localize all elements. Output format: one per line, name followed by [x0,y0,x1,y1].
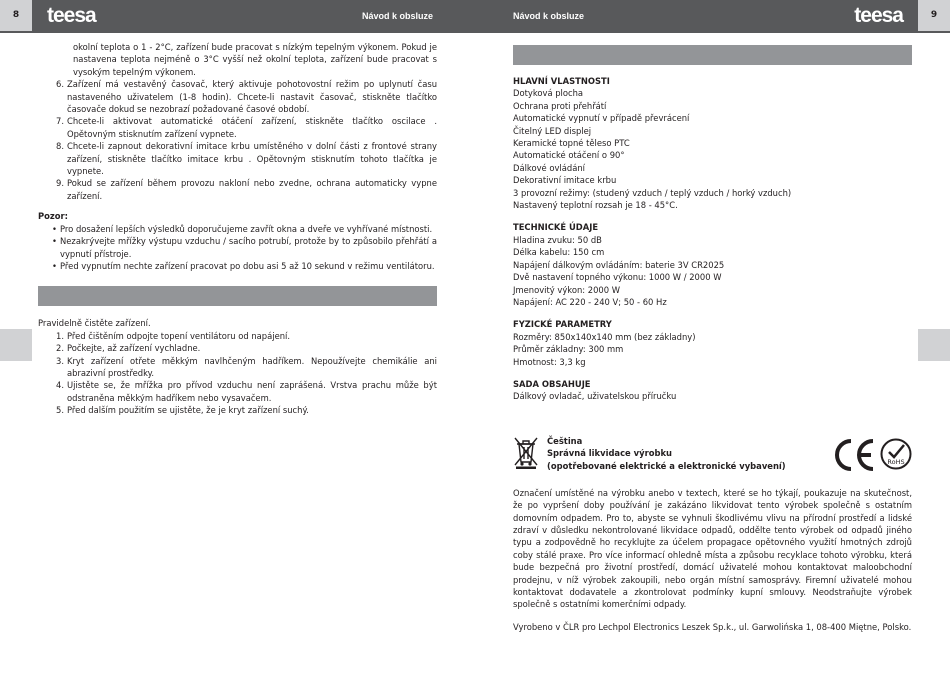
rohs-icon [880,438,912,470]
list-item: • Pro dosažení lepších výsledků doporučujeme zavřít okna a dveře ve vyhřívané místnosti. [38,223,437,235]
crossed-bin-icon [513,435,539,469]
list-item: 3. Kryt zařízení otřete měkkým navlhčeným hadříkem. Nepoužívejte chemikálie ani abrazivní prostředky. [56,355,437,378]
list-item: Průměr základny: 300 mm [513,344,624,355]
disposal-block [513,435,912,475]
list-item: Hladina zvuku: 50 dB [513,234,602,245]
disposal-title: Správná likvidace výrobku [547,448,672,459]
list-item: Keramické topné těleso PTC [513,138,630,149]
cleaning-steps [38,330,437,417]
section-bar [38,286,437,306]
list-item: Hmotnost: 3,3 kg [513,356,586,367]
left-column [38,41,437,417]
instruction-steps [38,78,437,202]
warning-title: Pozor: [38,211,68,222]
rohs-label: RoHS [887,457,905,466]
list-item: Automatické vypnutí v případě převrácení [513,113,690,124]
disposal-heading [547,435,786,472]
list-item: 1. Před čištěním odpojte topení ventilátoru od napájení. [56,330,291,341]
list-item: Rozměry: 850x140x140 mm (bez základny) [513,331,696,342]
physical-list [513,331,912,368]
list-item: Napájení dálkovým ovládáním: baterie 3V CR2025 [513,259,725,270]
section-title: SADA OBSAHUJE [513,378,591,389]
continued-text: okolní teplota o 1 - 2°C, zařízení bude pracovat s nízkým tepelným výkonem. Pokud je nastavena teplota nejméně o 3°C vyšší než okolní teplota, zařízení bude pracovat s vysokým tepelným výkonem. [73,42,437,77]
language-label: Čeština [547,435,583,446]
header-title: Návod k obsluze [513,11,585,21]
ce-mark-icon [831,438,877,472]
list-item: Dálkový ovladač, uživatelskou příručku [513,391,677,402]
header-title: Návod k obsluze [362,11,434,21]
section-title: FYZICKÉ PARAMETRY [513,319,612,330]
list-item: • Nezakrývejte mřížky výstupu vzduchu / sacího potrubí, protože by to způsobilo přehřátí a vypnutí přístroje. [38,235,437,260]
list-item: 6. Zařízení má vestavěný časovač, který aktivuje pohotovostní režim po uplynutí času nastaveného uživatelem (1-8 hodin). Chcete-li nastavit časovač, stiskněte tlačítko časovače dokud se nezobrazí požadované časové období. [56,79,437,115]
list-item: Dotyková plocha [513,88,584,99]
list-item: Nastavený teplotní rozsah je 18 - 45°C. [513,200,678,211]
page-number: 8 [0,0,32,31]
list-item: Dálkové ovládání [513,162,585,173]
disposal-subtitle: (opotřebované elektrické a elektronické vybavení) [547,460,786,471]
side-tab [0,329,32,361]
side-tab [918,329,950,361]
teesa-logo: teesa [854,4,903,27]
cleaning-intro: Pravidelně čistěte zařízení. [38,318,151,329]
list-item: 9. Pokud se zařízení během provozu nakloní nebo zvedne, ochrana automaticky vypne zařízení. [56,178,437,201]
features-list [513,87,912,211]
section-title: TECHNICKÉ ÚDAJE [513,222,599,233]
list-item: 2. Počkejte, až zařízení vychladne. [56,343,201,354]
header-left [0,0,475,33]
list-item: Čitelný LED displej [513,125,592,136]
list-item: Dvě nastavení topného výkonu: 1000 W / 2000 W [513,272,722,283]
list-item: Napájení: AC 220 - 240 V; 50 - 60 Hz [513,296,667,307]
manufacturer-info: Vyrobeno v ČLR pro Lechpol Electronics Leszek Sp.k., ul. Garwolińska 1, 08-400 Miętne, Polsko. [513,621,912,632]
right-column [513,45,912,633]
list-item: Ochrana proti přehřátí [513,100,607,111]
warning-list [38,223,437,273]
list-item: • Před vypnutím nechte zařízení pracovat po dobu asi 5 až 10 sekund v režimu ventilátoru. [38,260,437,272]
list-item: 8. Chcete-li zapnout dekorativní imitace krbu umístěného v dolní části z frontové strany zařízení, stiskněte tlačítko imitace krbu . Opětovným stisknutím tohoto tlačítka je vypnete. [56,141,437,177]
list-item: Délka kabelu: 150 cm [513,247,605,258]
list-item: Dekorativní imitace krbu [513,175,617,186]
list-item: Automatické otáčení o 90° [513,150,625,161]
section-title: HLAVNÍ VLASTNOSTI [513,76,610,86]
disposal-paragraph: Označení umístěné na výrobku anebo v textech, které se ho týkají, poukazuje na skutečnost, že po vypršení doby používání je zakázáno likvidovat tento výrobek společně s ostatním domovním odpadem. Pro to, abyste se vyhnuli škodlivému vlivu na přírodní prostředí a lidské zdraví v důsledku nekontrolované likvidace odpadů, oddělte tento výrobek od odpadů jiného typu a zodpovědně ho recyklujte za účelem propagace opětovného využití hmotných zdrojů coby stálé praxe. Pro více informací ohledně místa a způsobu recyklace tohoto výrobku, která bude bezpečná pro životní prostředí, domácí uživatelé mohou kontaktovat maloobchodní prodejnu, v níž výrobek zakoupili, nebo orgán místní samosprávy. Firemní uživatelé mohou kontaktovat dodavatele a zkontrolovat podmínky kupní smlouvy. Neodstraňujte výrobek společně s ostatními komerčními odpady. [513,487,912,610]
teesa-logo: teesa [47,4,96,27]
list-item: 4. Ujistěte se, že mřížka pro přívod vzduchu není zaprášená. Vrstva prachu může být odstraněna měkkým hadříkem nebo vysavačem. [56,380,437,403]
package-list [513,390,912,402]
section-bar [513,45,912,65]
list-item: Jmenovitý výkon: 2000 W [513,284,621,295]
list-item: 3 provozní režimy: (studený vzduch / teplý vzduch / horký vzduch) [513,187,792,198]
header-right [475,0,950,33]
technical-list [513,234,912,308]
list-item: 7. Chcete-li aktivovat automatické otáčení zařízení, stiskněte tlačítko oscilace . Opětovným stisknutím zařízení vypnete. [56,116,437,139]
list-item: 5. Před dalším použitím se ujistěte, že je kryt zařízení suchý. [56,405,309,416]
page-number: 9 [918,0,950,31]
